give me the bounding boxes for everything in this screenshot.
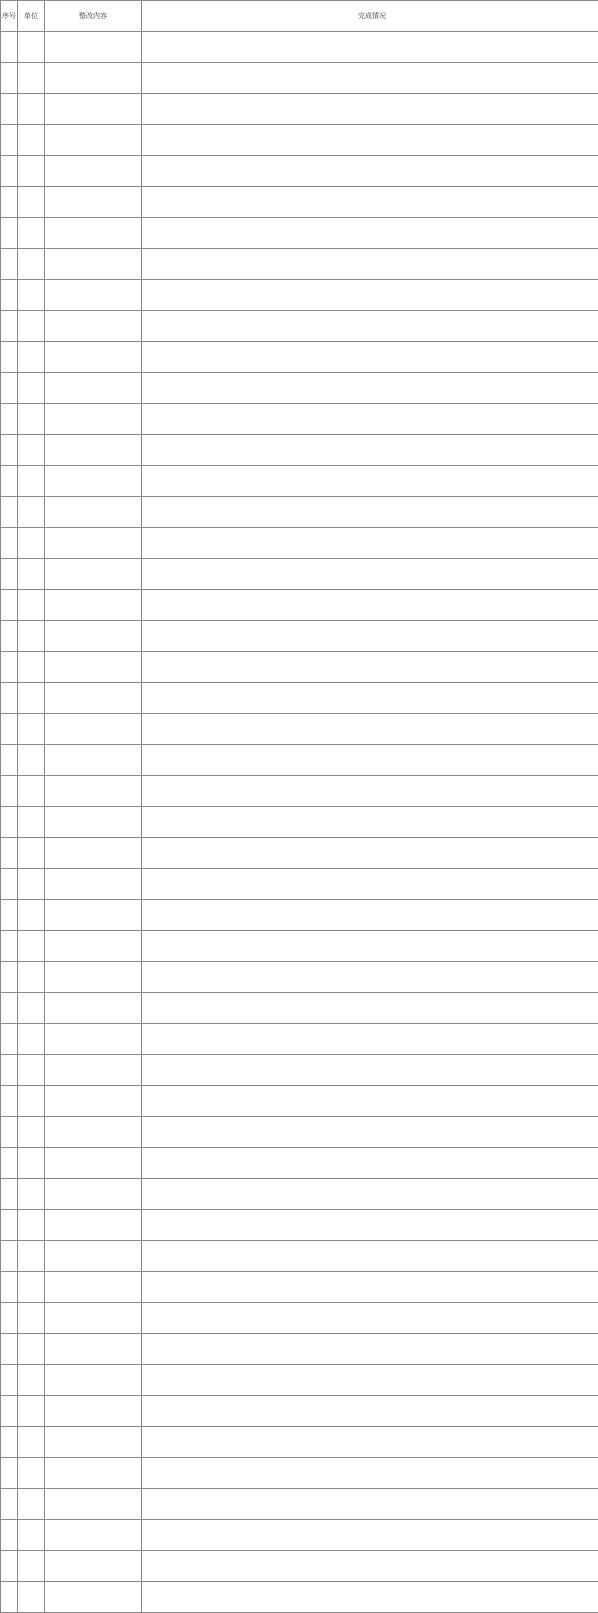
table-cell: [142, 931, 598, 962]
table-row: [1, 1303, 598, 1334]
table-cell: [45, 187, 142, 218]
table-cell: [45, 1272, 142, 1303]
table-cell: [142, 1272, 598, 1303]
table-cell: [18, 373, 45, 404]
table-row: [1, 1427, 598, 1458]
table-cell: [142, 187, 598, 218]
table-row: [1, 125, 598, 156]
table-row: [1, 1148, 598, 1179]
table-cell: [45, 1489, 142, 1520]
table-cell: [18, 1210, 45, 1241]
table-cell: [142, 1365, 598, 1396]
table-cell: [18, 1396, 45, 1427]
table-cell: [45, 590, 142, 621]
table-row: [1, 1458, 598, 1489]
table-cell: [1, 1086, 18, 1117]
table-cell: [142, 1458, 598, 1489]
table-cell: [1, 590, 18, 621]
table-cell: [1, 838, 18, 869]
table-cell: [45, 466, 142, 497]
header-status: 完成情况: [142, 1, 598, 32]
table-cell: [1, 1055, 18, 1086]
table-cell: [18, 218, 45, 249]
table-cell: [45, 280, 142, 311]
table-cell: [18, 683, 45, 714]
table-cell: [18, 714, 45, 745]
table-cell: [142, 776, 598, 807]
table-cell: [142, 311, 598, 342]
table-cell: [18, 1458, 45, 1489]
table-row: [1, 869, 598, 900]
table-cell: [1, 559, 18, 590]
table-cell: [18, 32, 45, 63]
table-cell: [1, 1427, 18, 1458]
table-row: [1, 1582, 598, 1613]
table-row: [1, 962, 598, 993]
table-cell: [18, 559, 45, 590]
table-cell: [142, 1489, 598, 1520]
table-cell: [45, 745, 142, 776]
table-cell: [18, 187, 45, 218]
table-cell: [18, 962, 45, 993]
table-cell: [142, 993, 598, 1024]
table-cell: [1, 1303, 18, 1334]
table-row: [1, 714, 598, 745]
table-cell: [142, 745, 598, 776]
table-cell: [142, 590, 598, 621]
table-cell: [142, 1117, 598, 1148]
table-cell: [45, 156, 142, 187]
table-cell: [1, 1458, 18, 1489]
table-cell: [142, 1427, 598, 1458]
table-header-row: [1, 1, 598, 32]
table-cell: [18, 1520, 45, 1551]
table-row: [1, 218, 598, 249]
table-cell: [142, 807, 598, 838]
table-cell: [1, 1551, 18, 1582]
table-row: [1, 1241, 598, 1272]
table-cell: [142, 497, 598, 528]
table-cell: [18, 1024, 45, 1055]
table-cell: [142, 1179, 598, 1210]
table-cell: [45, 1148, 142, 1179]
table-cell: [142, 435, 598, 466]
table-row: [1, 745, 598, 776]
table-row: [1, 466, 598, 497]
table-cell: [1, 1365, 18, 1396]
table-row: [1, 807, 598, 838]
table-cell: [142, 838, 598, 869]
table-row: [1, 1024, 598, 1055]
table-cell: [18, 838, 45, 869]
table-row: [1, 993, 598, 1024]
table-body: [1, 32, 598, 1613]
table-cell: [18, 1582, 45, 1613]
table-cell: [142, 652, 598, 683]
table-cell: [1, 1582, 18, 1613]
table-cell: [18, 94, 45, 125]
table-cell: [1, 1179, 18, 1210]
table-cell: [45, 1117, 142, 1148]
table-cell: [1, 497, 18, 528]
table-row: [1, 156, 598, 187]
table-row: [1, 652, 598, 683]
table-cell: [45, 652, 142, 683]
table-cell: [45, 404, 142, 435]
table-row: [1, 683, 598, 714]
table-row: [1, 342, 598, 373]
table-cell: [1, 1396, 18, 1427]
table-cell: [45, 1551, 142, 1582]
table-row: [1, 528, 598, 559]
table-cell: [142, 466, 598, 497]
table-cell: [45, 435, 142, 466]
table-row: [1, 311, 598, 342]
table-cell: [1, 1520, 18, 1551]
table-cell: [45, 1334, 142, 1365]
table-cell: [18, 993, 45, 1024]
table-row: [1, 931, 598, 962]
table-cell: [1, 311, 18, 342]
table-cell: [18, 528, 45, 559]
table-row: [1, 621, 598, 652]
table-cell: [142, 962, 598, 993]
header-unit: 单位: [18, 1, 45, 32]
table-cell: [1, 404, 18, 435]
table-cell: [45, 1365, 142, 1396]
table-cell: [45, 342, 142, 373]
table-cell: [142, 280, 598, 311]
table-cell: [45, 683, 142, 714]
table-cell: [18, 156, 45, 187]
table-row: [1, 1334, 598, 1365]
table-cell: [45, 63, 142, 94]
table-cell: [45, 125, 142, 156]
table-cell: [142, 1210, 598, 1241]
table-cell: [45, 1055, 142, 1086]
table-cell: [45, 807, 142, 838]
table-cell: [18, 404, 45, 435]
table-cell: [18, 900, 45, 931]
table-cell: [142, 156, 598, 187]
table-cell: [1, 1334, 18, 1365]
table-cell: [1, 1272, 18, 1303]
table-cell: [1, 1241, 18, 1272]
table-cell: [18, 1179, 45, 1210]
table-row: [1, 249, 598, 280]
table-cell: [142, 714, 598, 745]
table-cell: [18, 249, 45, 280]
table-cell: [1, 621, 18, 652]
table-cell: [1, 63, 18, 94]
table-row: [1, 435, 598, 466]
table-cell: [142, 1396, 598, 1427]
table-cell: [1, 993, 18, 1024]
table-cell: [18, 590, 45, 621]
table-cell: [45, 559, 142, 590]
table-cell: [45, 1396, 142, 1427]
table-row: [1, 63, 598, 94]
table-row: [1, 1551, 598, 1582]
table-cell: [1, 1148, 18, 1179]
table-cell: [45, 94, 142, 125]
table-cell: [18, 807, 45, 838]
table-cell: [45, 373, 142, 404]
table-cell: [1, 683, 18, 714]
table-cell: [1, 776, 18, 807]
table-cell: [45, 838, 142, 869]
table-row: [1, 1365, 598, 1396]
table-row: [1, 900, 598, 931]
table-row: [1, 404, 598, 435]
table-row: [1, 1117, 598, 1148]
table-cell: [45, 900, 142, 931]
table-row: [1, 280, 598, 311]
table-cell: [45, 528, 142, 559]
table-cell: [18, 931, 45, 962]
table-cell: [18, 869, 45, 900]
table-cell: [142, 32, 598, 63]
table-cell: [1, 218, 18, 249]
table-cell: [45, 1458, 142, 1489]
table-cell: [45, 1086, 142, 1117]
table-cell: [142, 1241, 598, 1272]
table-cell: [18, 1241, 45, 1272]
table-row: [1, 1489, 598, 1520]
table-cell: [45, 1179, 142, 1210]
table-cell: [142, 1582, 598, 1613]
table-row: [1, 1179, 598, 1210]
table-cell: [142, 621, 598, 652]
table-cell: [142, 1024, 598, 1055]
table-row: [1, 32, 598, 63]
table-cell: [1, 528, 18, 559]
table-row: [1, 373, 598, 404]
table-cell: [1, 1210, 18, 1241]
table-cell: [142, 218, 598, 249]
table-cell: [1, 125, 18, 156]
table-cell: [18, 311, 45, 342]
table-cell: [142, 1303, 598, 1334]
table-cell: [18, 435, 45, 466]
table-row: [1, 1272, 598, 1303]
table-cell: [45, 249, 142, 280]
table-row: [1, 559, 598, 590]
table-cell: [142, 342, 598, 373]
table-cell: [18, 1334, 45, 1365]
table-cell: [142, 1520, 598, 1551]
table-cell: [45, 621, 142, 652]
table-cell: [1, 745, 18, 776]
table-cell: [18, 280, 45, 311]
table-cell: [1, 466, 18, 497]
table-cell: [1, 32, 18, 63]
table-cell: [45, 1303, 142, 1334]
table-cell: [142, 1148, 598, 1179]
table-cell: [18, 1489, 45, 1520]
table-cell: [1, 807, 18, 838]
table-cell: [1, 187, 18, 218]
table-cell: [1, 1117, 18, 1148]
table-cell: [1, 714, 18, 745]
table-cell: [142, 125, 598, 156]
table-cell: [1, 869, 18, 900]
table-cell: [142, 900, 598, 931]
table-cell: [1, 962, 18, 993]
table-cell: [18, 63, 45, 94]
table-cell: [45, 497, 142, 528]
table-cell: [18, 125, 45, 156]
table-row: [1, 94, 598, 125]
table-cell: [142, 869, 598, 900]
table-cell: [142, 1055, 598, 1086]
header-no: 序号: [1, 1, 18, 32]
table-cell: [1, 435, 18, 466]
table-cell: [1, 249, 18, 280]
table-cell: [18, 776, 45, 807]
table-cell: [18, 1086, 45, 1117]
table-cell: [142, 249, 598, 280]
table-cell: [45, 962, 142, 993]
table-cell: [18, 745, 45, 776]
table-row: [1, 1086, 598, 1117]
table-cell: [45, 1241, 142, 1272]
table-cell: [18, 1427, 45, 1458]
table-cell: [18, 342, 45, 373]
table-cell: [18, 1148, 45, 1179]
table-cell: [142, 404, 598, 435]
table-row: [1, 590, 598, 621]
table-cell: [142, 1334, 598, 1365]
table-cell: [45, 311, 142, 342]
table-cell: [142, 559, 598, 590]
table-cell: [18, 621, 45, 652]
table-cell: [45, 776, 142, 807]
table-cell: [142, 94, 598, 125]
table-cell: [1, 342, 18, 373]
table-cell: [18, 1272, 45, 1303]
table-cell: [45, 1582, 142, 1613]
table-cell: [45, 1520, 142, 1551]
table-cell: [45, 1210, 142, 1241]
table-row: [1, 187, 598, 218]
table-cell: [1, 94, 18, 125]
table-cell: [45, 869, 142, 900]
table-cell: [142, 1086, 598, 1117]
table-cell: [1, 1489, 18, 1520]
table-cell: [1, 156, 18, 187]
table-cell: [1, 900, 18, 931]
table-cell: [18, 652, 45, 683]
table-cell: [45, 1427, 142, 1458]
table-cell: [142, 373, 598, 404]
table-cell: [142, 683, 598, 714]
table-cell: [45, 714, 142, 745]
table-cell: [18, 1117, 45, 1148]
table-row: [1, 1396, 598, 1427]
table-cell: [1, 652, 18, 683]
table-cell: [18, 1551, 45, 1582]
table-row: [1, 1520, 598, 1551]
table-cell: [18, 1303, 45, 1334]
table-cell: [142, 528, 598, 559]
table-cell: [18, 1055, 45, 1086]
table-row: [1, 1210, 598, 1241]
table-cell: [45, 993, 142, 1024]
table-cell: [45, 931, 142, 962]
table-cell: [1, 373, 18, 404]
table-cell: [1, 1024, 18, 1055]
header-task: 整改内容: [45, 1, 142, 32]
table-cell: [45, 218, 142, 249]
table-cell: [1, 280, 18, 311]
table-cell: [142, 63, 598, 94]
table-cell: [142, 1551, 598, 1582]
table-cell: [45, 1024, 142, 1055]
table-row: [1, 497, 598, 528]
table-cell: [45, 32, 142, 63]
table-cell: [18, 466, 45, 497]
table-row: [1, 838, 598, 869]
table-row: [1, 776, 598, 807]
table-cell: [18, 1365, 45, 1396]
table-cell: [1, 931, 18, 962]
table-cell: [18, 497, 45, 528]
table-row: [1, 1055, 598, 1086]
